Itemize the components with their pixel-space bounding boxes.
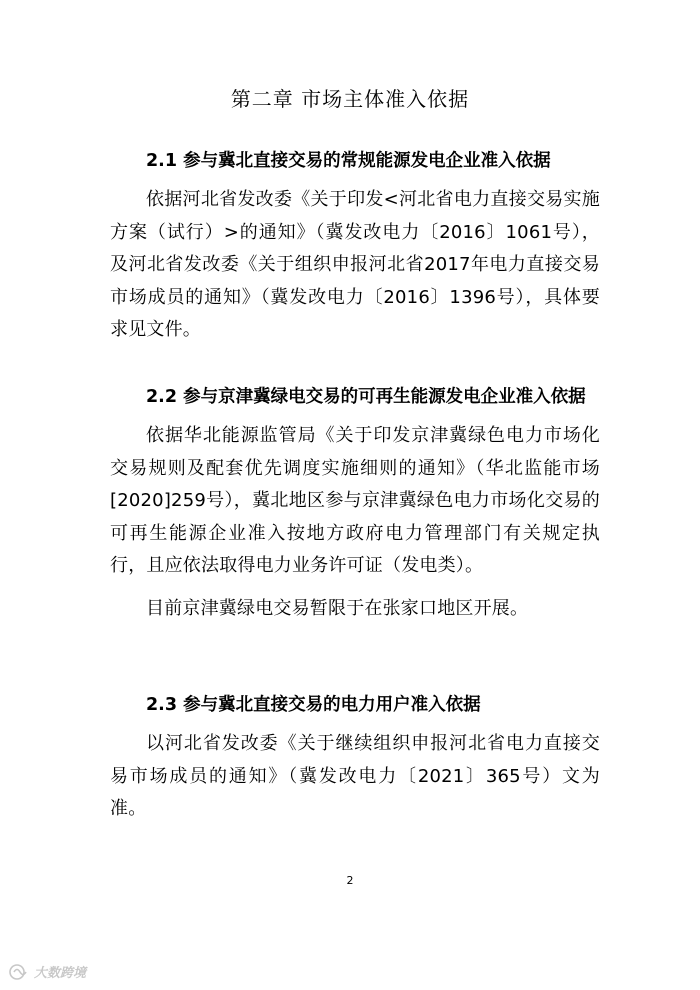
page-number: 2 [346, 874, 354, 887]
section-2-2 [110, 382, 600, 625]
section-heading: 2.1 参与冀北直接交易的常规能源发电企业准入依据 [146, 151, 551, 171]
paragraph: 依据华北能源监管局《关于印发京津冀绿色电力市场化交易规则及配套优先调度实施细则的通知》（华北监能市场[2020]259号），冀北地区参与京津冀绿色电力市场化交易的可再生能源企业准入按地方政府电力管理部门有关规定执行，且应依法取得电力业务许可证（发电类）。 [110, 425, 600, 576]
section-heading: 2.2 参与京津冀绿电交易的可再生能源发电企业准入依据 [146, 387, 586, 407]
watermark-logo-icon [8, 963, 30, 981]
watermark-text: 大数跨境 [34, 966, 87, 981]
paragraph: 以河北省发改委《关于继续组织申报河北省电力直接交易市场成员的通知》（冀发改电力〔2021〕365号）文为准。 [110, 733, 600, 819]
watermark [8, 962, 86, 981]
section-2-3 [110, 690, 600, 826]
section-2-1 [110, 146, 600, 347]
paragraph: 依据河北省发改委《关于印发<河北省电力直接交易实施方案（试行）>的通知》（冀发改电力〔2016〕1061号），及河北省发改委《关于组织申报河北省2017年电力直接交易市场成员的通知》（冀发改电力〔2016〕1396号），具体要求见文件。 [110, 189, 600, 340]
paragraph: 目前京津冀绿电交易暂限于在张家口地区开展。 [146, 597, 529, 619]
chapter-title: 第二章 市场主体准入依据 [230, 87, 470, 111]
section-heading: 2.3 参与冀北直接交易的电力用户准入依据 [146, 695, 481, 715]
